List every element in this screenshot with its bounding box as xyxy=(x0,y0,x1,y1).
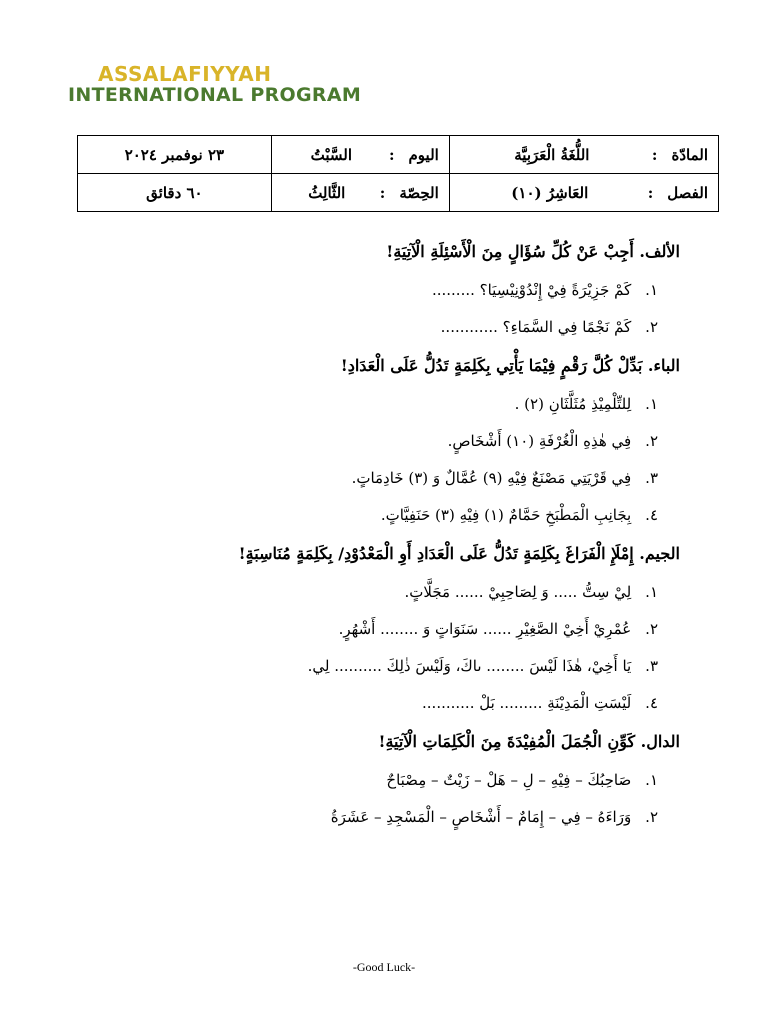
question-item xyxy=(60,497,680,534)
info-row-2 xyxy=(78,174,719,212)
school-logo xyxy=(68,62,362,112)
question-text: لِلتِّلْمِيْذِ مُثَلَّثَانِ (٢) . xyxy=(514,395,632,413)
question-text: لَيْسَتِ الْمَدِيْنَةِ ......... بَلْ ........... xyxy=(422,694,632,712)
question-number: ٤. xyxy=(645,506,658,524)
date-cell xyxy=(78,136,272,174)
question-number: ٣. xyxy=(645,657,658,675)
question-text: وَرَاءَهُ – فِي – إِمَامٌ – أَشْخَاصٍ – الْمَسْجِدِ – عَشَرَةُ xyxy=(330,808,632,826)
question-text: صَاحِبُكَ – فِيْهِ – لِ – هَلْ – زَيْتٌ – مِصْبَاحٌ xyxy=(386,771,632,789)
separator: : xyxy=(647,183,654,202)
class-value: العَاشِرُ (١٠) xyxy=(511,183,589,202)
day-label: اليوم xyxy=(408,145,439,164)
section-heading-alif: الألف. أَجِبْ عَنْ كُلِّ سُؤَالٍ مِنَ الْأَسْئِلَةِ الْآتِيَةِ! xyxy=(386,242,680,261)
question-number: ٢. xyxy=(645,318,658,336)
day-cell xyxy=(271,136,449,174)
question-number: ٣. xyxy=(645,469,658,487)
question-item xyxy=(60,799,680,836)
question-number: ١. xyxy=(645,395,658,413)
question-text: فِي هٰذِهِ الْغُرْفَةِ (١٠) أَشْخَاصٍ. xyxy=(447,432,632,450)
duration-value: ٦٠ دقائق xyxy=(146,183,203,202)
question-item xyxy=(60,762,680,799)
question-text: بِجَانِبِ الْمَطْبَخِ حَمَّامٌ (١) فِيْهِ (٣) حَنَفِيَّاتٍ. xyxy=(380,506,632,524)
period-cell xyxy=(271,174,449,212)
question-item xyxy=(60,685,680,722)
question-item xyxy=(60,611,680,648)
question-item xyxy=(60,574,680,611)
subject-label: المادّة xyxy=(671,145,708,164)
day-value: السَّبْتُ xyxy=(310,145,353,164)
question-number: ٤. xyxy=(645,694,658,712)
question-text: يَا أَخِيْ، هٰذَا لَيْسَ ........ ىاكَ، وَلَيْسَ ذٰلِكَ .......... لِي. xyxy=(307,657,632,675)
class-cell xyxy=(449,174,718,212)
question-item xyxy=(60,309,680,346)
logo-text-bottom: INTERNATIONAL PROGRAM xyxy=(68,84,362,106)
question-text: كَمْ نَجْمًا فِي السَّمَاءِ؟ ............ xyxy=(440,318,632,336)
logo-text-top: ASSALAFIYYAH xyxy=(98,62,272,86)
section-heading-dal: الدال. كَوِّنِ الْجُمَلَ الْمُفِيْدَةَ مِنَ الْكَلِمَاتِ الْآتِيَةِ! xyxy=(378,732,680,751)
question-item xyxy=(60,386,680,423)
exam-questions xyxy=(60,232,680,836)
question-text: كَمْ جَزِيْرَةً فِيْ إِنْدُوْنِيْسِيَا؟ ......... xyxy=(431,281,632,299)
question-item xyxy=(60,423,680,460)
subject-cell xyxy=(449,136,718,174)
question-item xyxy=(60,460,680,497)
question-number: ١. xyxy=(645,281,658,299)
separator: : xyxy=(651,145,658,164)
question-number: ٢. xyxy=(645,432,658,450)
section-heading-jim: الجيم. إِمْلَإِ الْفَرَاغَ بِكَلِمَةٍ تَدُلُّ عَلَى الْعَدَادِ أَوِ الْمَعْدُوْدِ/ بِكَلِمَةٍ مُنَاسِبَةٍ! xyxy=(238,544,680,563)
question-number: ١. xyxy=(645,771,658,789)
question-text: فِي قَرْيَتِي مَصْنَعٌ فِيْهِ (٩) عُمَّالٌ وَ (٣) خَادِمَاتٍ. xyxy=(351,469,632,487)
period-value: الثَّالِثُ xyxy=(308,183,346,202)
date-value: ٢٣ نوفمبر ٢٠٢٤ xyxy=(124,145,225,164)
footer-good-luck: -Good Luck- xyxy=(352,960,416,974)
exam-info-table xyxy=(77,135,719,212)
question-text: عُمْرِيْ أَخِيْ الصَّغِيْرِ ...... سَنَوَاتٍ وَ ........ أَشْهُرٍ. xyxy=(338,620,632,638)
class-label: الفصل xyxy=(667,183,708,202)
info-row-1 xyxy=(78,136,719,174)
question-item xyxy=(60,648,680,685)
duration-cell xyxy=(78,174,272,212)
question-number: ١. xyxy=(645,583,658,601)
question-item xyxy=(60,272,680,309)
subject-value: اللُّغَةُ الْعَرَبِيَّة xyxy=(514,145,590,164)
question-text: لِيْ سِتُّ ..... وَ لِصَاحِبِيْ ...... مَجَلَّاتٍ. xyxy=(404,583,632,601)
section-heading-ba: الباء. بَدِّلْ كُلَّ رَقْمٍ فِيْمَا يَأْتِي بِكَلِمَةٍ تَدُلُّ عَلَى الْعَدَادِ! xyxy=(340,356,680,375)
question-number: ٢. xyxy=(645,808,658,826)
period-label: الحِصّة xyxy=(399,183,439,202)
separator: : xyxy=(388,145,395,164)
question-number: ٢. xyxy=(645,620,658,638)
separator: : xyxy=(379,183,386,202)
